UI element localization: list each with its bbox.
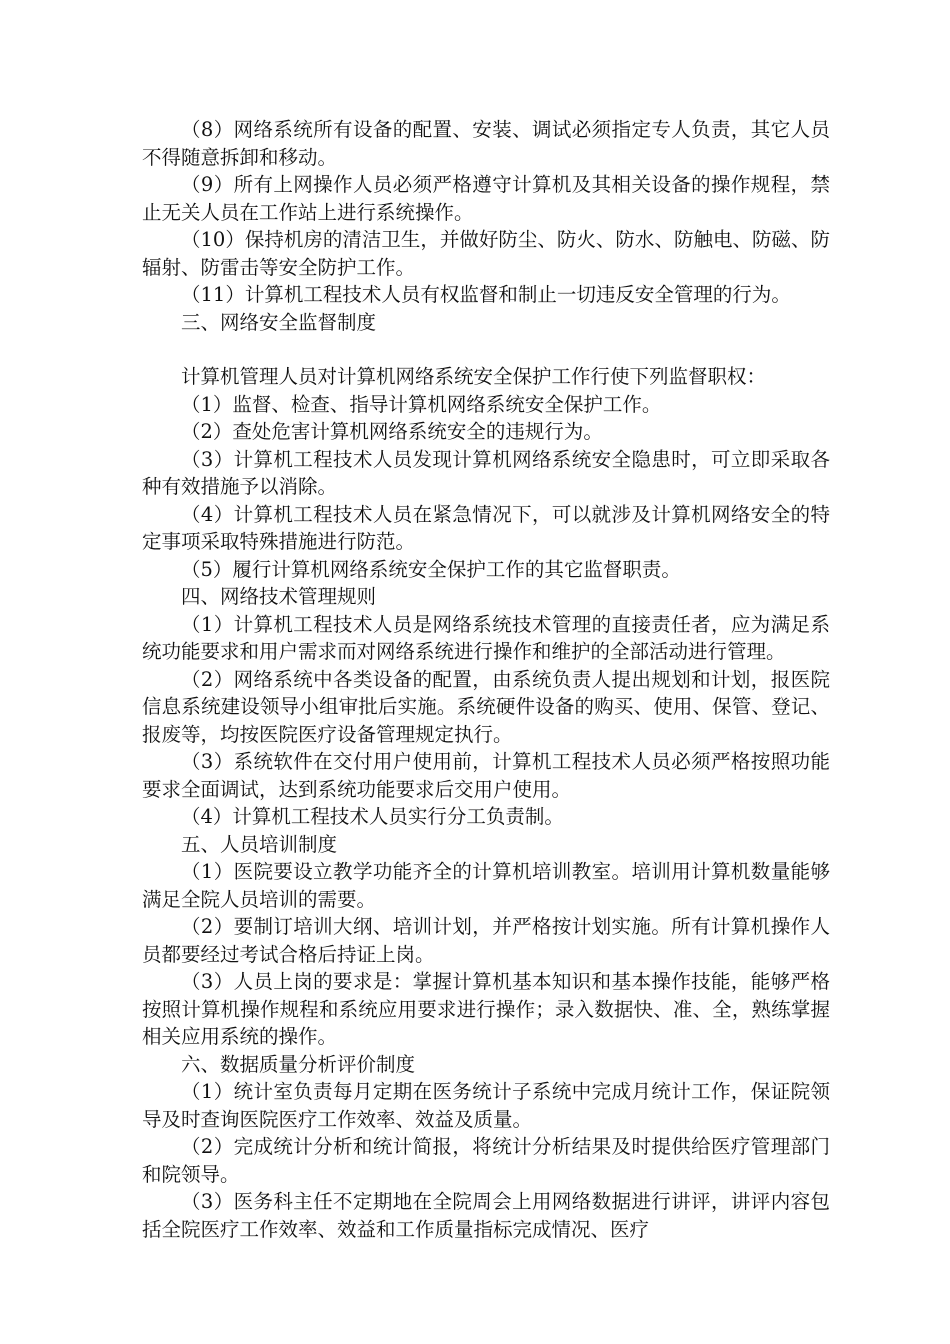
paragraph-item: （2）要制订培训大纲、培训计划，并严格按计划实施。所有计算机操作人员都要经过考试合格后持证上岗。 (142, 915, 830, 966)
paragraph-item: （3）医务科主任不定期地在全院周会上用网络数据进行讲评，讲评内容包括全院医疗工作效率、效益和工作质量指标完成情况、医疗 (142, 1190, 830, 1241)
paragraph-item: （4）计算机工程技术人员在紧急情况下，可以就涉及计算机网络安全的特定事项采取特殊措施进行防范。 (142, 502, 830, 553)
paragraph-item-8: （8）网络系统所有设备的配置、安装、调试必须指定专人负责，其它人员不得随意拆卸和移动。 (142, 118, 830, 169)
section-heading-6: 六、数据质量分析评价制度 (181, 1052, 416, 1076)
section-heading-4: 四、网络技术管理规则 (181, 585, 377, 608)
paragraph-item-10: （10）保持机房的清洁卫生，并做好防尘、防火、防水、防触电、防磁、防辐射、防雷击等安全防护工作。 (142, 228, 830, 279)
paragraph-item: （4）计算机工程技术人员实行分工负责制。 (181, 805, 564, 828)
paragraph-item-9: （9）所有上网操作人员必须严格遵守计算机及其相关设备的操作规程，禁止无关人员在工作站上进行系统操作。 (142, 173, 830, 224)
paragraph-item: （3）计算机工程技术人员发现计算机网络系统安全隐患时，可立即采取各种有效措施予以消除。 (142, 447, 830, 498)
section-intro: 计算机管理人员对计算机网络系统安全保护工作行使下列监督职权： (181, 365, 767, 388)
paragraph-item: （3）人员上岗的要求是：掌握计算机基本知识和基本操作技能，能够严格按照计算机操作规程和系统应用要求进行操作；录入数据快、准、全，熟练掌握相关应用系统的操作。 (142, 970, 830, 1048)
blank-line (142, 336, 830, 363)
paragraph-item: （2）完成统计分析和统计简报，将统计分析结果及时提供给医疗管理部门和院领导。 (142, 1135, 830, 1186)
document-page (142, 116, 830, 1243)
paragraph-item: （1）统计室负责每月定期在医务统计子系统中完成月统计工作，保证院领导及时查询医院医疗工作效率、效益及质量。 (142, 1080, 830, 1131)
paragraph-item: （5）履行计算机网络系统安全保护工作的其它监督职责。 (181, 557, 681, 581)
paragraph-item: （1）医院要设立教学功能齐全的计算机培训教室。培训用计算机数量能够满足全院人员培训的需要。 (142, 860, 830, 911)
paragraph-item: （1）监督、检查、指导计算机网络系统安全保护工作。 (181, 392, 662, 416)
section-heading-5: 五、人员培训制度 (181, 832, 338, 856)
paragraph-item: （2）查处危害计算机网络系统安全的违规行为。 (181, 420, 603, 443)
paragraph-item: （3）系统软件在交付用户使用前，计算机工程技术人员必须严格按照功能要求全面调试，达到系统功能要求后交用户使用。 (142, 750, 830, 801)
paragraph-item: （1）计算机工程技术人员是网络系统技术管理的直接责任者，应为满足系统功能要求和用户需求而对网络系统进行操作和维护的全部活动进行管理。 (142, 612, 830, 663)
section-heading-3: 三、网络安全监督制度 (181, 310, 377, 334)
paragraph-item-11: （11）计算机工程技术人员有权监督和制止一切违反安全管理的行为。 (181, 283, 791, 306)
paragraph-item: （2）网络系统中各类设备的配置，由系统负责人提出规划和计划，报医院信息系统建设领导小组审批后实施。系统硬件设备的购买、使用、保管、登记、报废等，均按医院医疗设备管理规定执行。 (142, 667, 830, 746)
